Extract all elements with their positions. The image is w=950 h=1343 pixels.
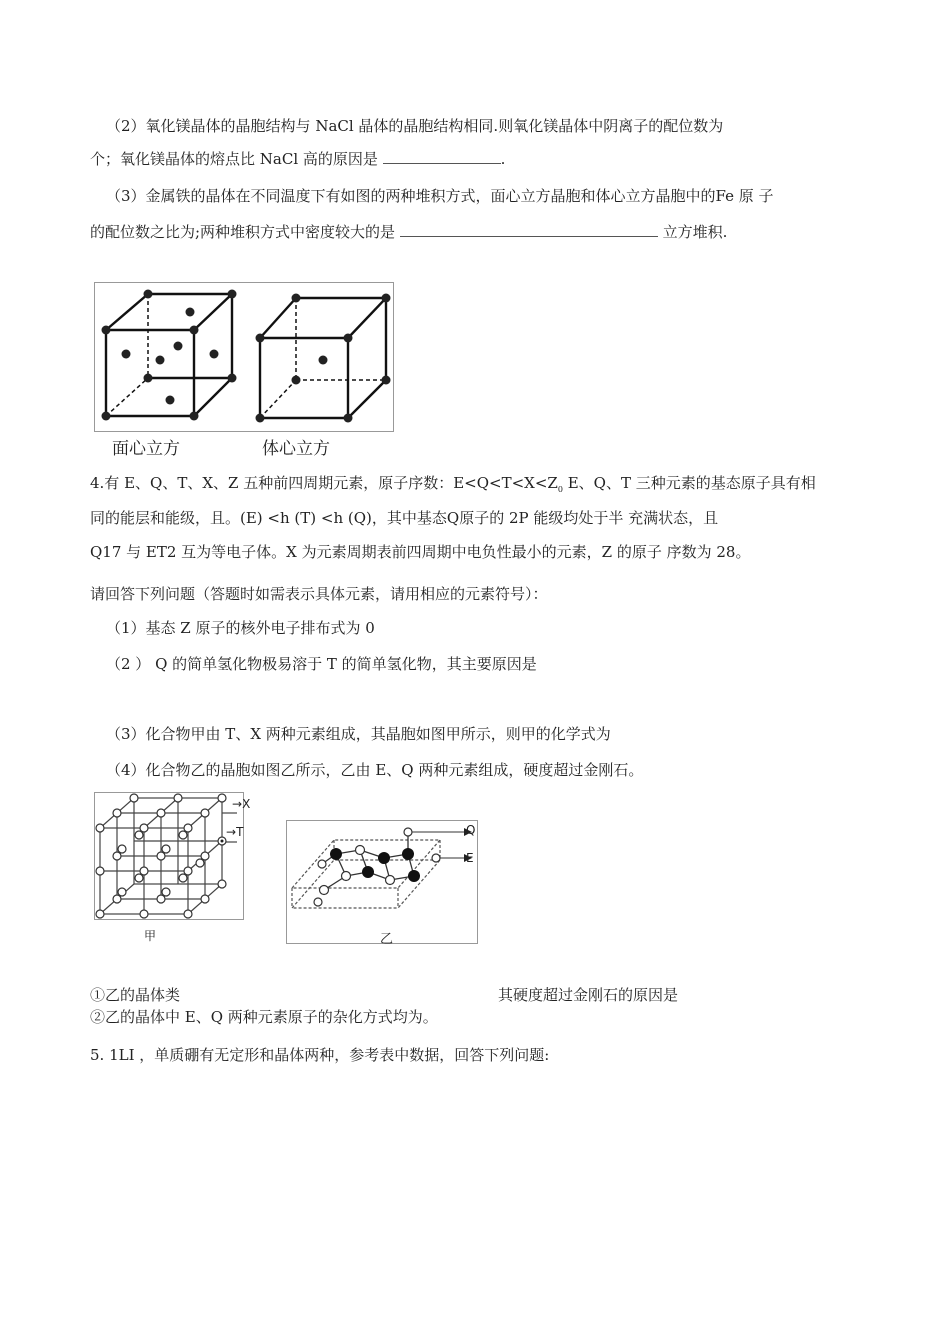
q3-part3-line1: （3）金属铁的晶体在不同温度下有如图的两种堆积方式，面心立方晶胞和体心立方晶胞中的Fe 原 子 <box>106 187 774 205</box>
q4-instruction: 请回答下列问题（答题时如需表示具体元素，请用相应的元素符号）： <box>90 585 548 603</box>
q4-stem-subscript: 0 <box>557 485 563 494</box>
iron-unit-cells-figure <box>94 282 394 432</box>
q4-stem-line1 <box>90 473 816 500</box>
yi-caption: 乙 <box>380 932 394 947</box>
q3-part3-text-end: 立方堆积. <box>662 223 728 241</box>
q4-sub2: （2 ） Q 的简单氢化物极易溶于 T 的简单氢化物，其主要原因是 <box>106 655 537 673</box>
figure-jia <box>94 792 244 920</box>
q4-ans2: ②乙的晶体中 E、Q 两种元素原子的杂化方式均为。 <box>90 1008 438 1026</box>
period: . <box>500 150 506 168</box>
answer-blank[interactable] <box>400 222 658 237</box>
q4-stem-text-cont: E、Q、T 三种元素的基态原子具有相 <box>562 474 816 492</box>
q5-stem: 5. 1LI ，单质硼有无定形和晶体两种，参考表中数据，回答下列问题: <box>90 1046 550 1064</box>
q3-part2-line1: （2）氧化镁晶体的晶胞结构与 NaCl 晶体的晶胞结构相同.则氧化镁晶体中阴离子的配位数为 <box>106 117 724 135</box>
figure-yi <box>286 820 478 944</box>
bcc-caption: 体心立方 <box>262 439 330 459</box>
q4-sub4: （4）化合物乙的晶胞如图乙所示，乙由 E、Q 两种元素组成，硬度超过金刚石。 <box>106 761 644 779</box>
label-x: X <box>242 797 251 811</box>
jia-label-x: →X <box>232 797 251 811</box>
yi-label-e: E <box>466 851 474 865</box>
q4-ans1-left: ①乙的晶体类 <box>90 986 181 1004</box>
answer-blank[interactable] <box>383 149 501 164</box>
q4-stem-line3: Q17 与 ET2 互为等电子体。X 为元素周期表前四周期中电负性最小的元素，Z 的原子 序数为 28。 <box>90 543 751 561</box>
q4-sub1: （1）基态 Z 原子的核外电子排布式为 0 <box>106 619 375 637</box>
yi-label-q: Q <box>466 823 476 837</box>
q4-stem-text: 4.有 E、Q、T、X、Z 五种前四周期元素，原子序数：E<Q<T<X<Z <box>90 474 558 492</box>
q3-part2-text: 个；氧化镁晶体的熔点比 NaCl 高的原因是 <box>90 150 378 168</box>
fcc-caption: 面心立方 <box>112 439 180 459</box>
q4-ans1-right: 其硬度超过金刚石的原因是 <box>498 986 679 1004</box>
q3-part2-line2 <box>90 149 505 169</box>
q4-sub3: （3）化合物甲由 T、X 两种元素组成，其晶胞如图甲所示，则甲的化学式为 <box>106 725 611 743</box>
q3-part3-line2 <box>90 222 727 242</box>
label-t: T <box>236 825 244 839</box>
q4-stem-line2: 同的能层和能级，且。(E) <h (T) <h (Q)，其中基态Q原子的 2P 能级均处于半 充满状态，且 <box>90 509 719 527</box>
jia-label-t: →T <box>226 825 244 839</box>
q3-part3-text: 的配位数之比为;两种堆积方式中密度较大的是 <box>90 223 396 241</box>
jia-caption: 甲 <box>144 929 157 943</box>
